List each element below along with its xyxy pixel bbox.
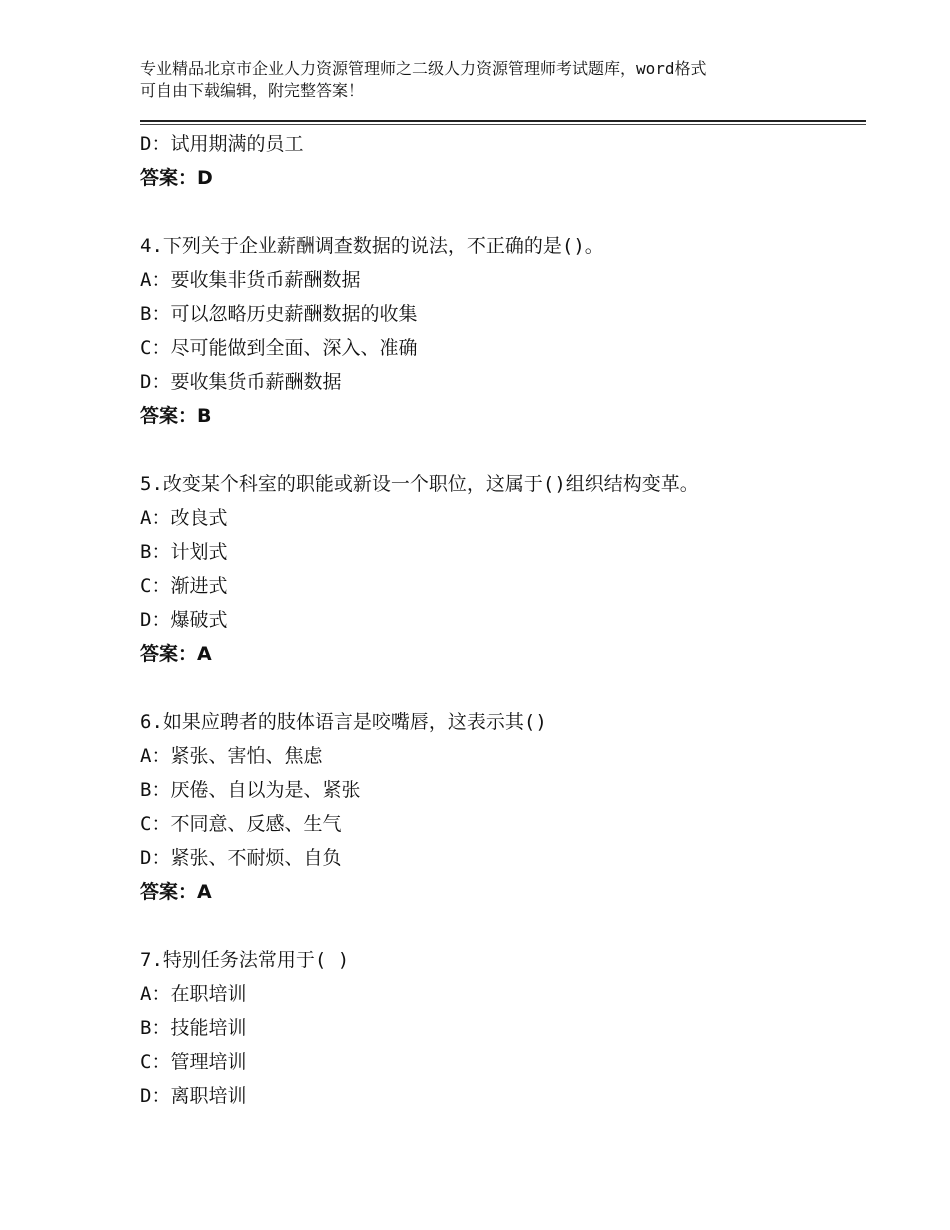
- option-text: D：离职培训: [140, 1085, 247, 1107]
- question-list: [140, 127, 860, 1113]
- option-text: B：厌倦、自以为是、紧张: [140, 779, 361, 801]
- question-text: 5.改变某个科室的职能或新设一个职位，这属于()组织结构变革。: [140, 473, 699, 495]
- header-rule-thin: [140, 124, 866, 125]
- answer-text: 答案：A: [140, 643, 212, 665]
- spacer: [140, 671, 860, 705]
- option-text: D：紧张、不耐烦、自负: [140, 847, 342, 869]
- answer-text: 答案：B: [140, 405, 212, 427]
- option-text: B：可以忽略历史薪酬数据的收集: [140, 303, 418, 325]
- header-rule-thick: [140, 120, 866, 122]
- question-text: 7.特别任务法常用于( ): [140, 949, 350, 971]
- page-header: [140, 58, 840, 102]
- spacer: [140, 433, 860, 467]
- option-text: A：要收集非货币薪酬数据: [140, 269, 361, 291]
- option-text: C：管理培训: [140, 1051, 247, 1073]
- option-text: C：渐进式: [140, 575, 228, 597]
- option-text: D：要收集货币薪酬数据: [140, 371, 342, 393]
- option-text: A：紧张、害怕、焦虑: [140, 745, 323, 767]
- option-text: B：技能培训: [140, 1017, 247, 1039]
- option-text: C：不同意、反感、生气: [140, 813, 342, 835]
- header-line-2: 可自由下载编辑，附完整答案！: [140, 81, 365, 100]
- option-text: B：计划式: [140, 541, 228, 563]
- option-text: D：试用期满的员工: [140, 133, 304, 155]
- option-text: A：在职培训: [140, 983, 247, 1005]
- question-text: 4.下列关于企业薪酬调查数据的说法，不正确的是()。: [140, 235, 604, 257]
- option-text: D：爆破式: [140, 609, 228, 631]
- option-text: A：改良式: [140, 507, 228, 529]
- header-line-1: 专业精品北京市企业人力资源管理师之二级人力资源管理师考试题库，word格式: [140, 59, 707, 78]
- answer-text: 答案：A: [140, 881, 212, 903]
- answer-text: 答案：D: [140, 167, 213, 189]
- spacer: [140, 909, 860, 943]
- spacer: [140, 195, 860, 229]
- option-text: C：尽可能做到全面、深入、准确: [140, 337, 418, 359]
- question-text: 6.如果应聘者的肢体语言是咬嘴唇，这表示其(): [140, 711, 547, 733]
